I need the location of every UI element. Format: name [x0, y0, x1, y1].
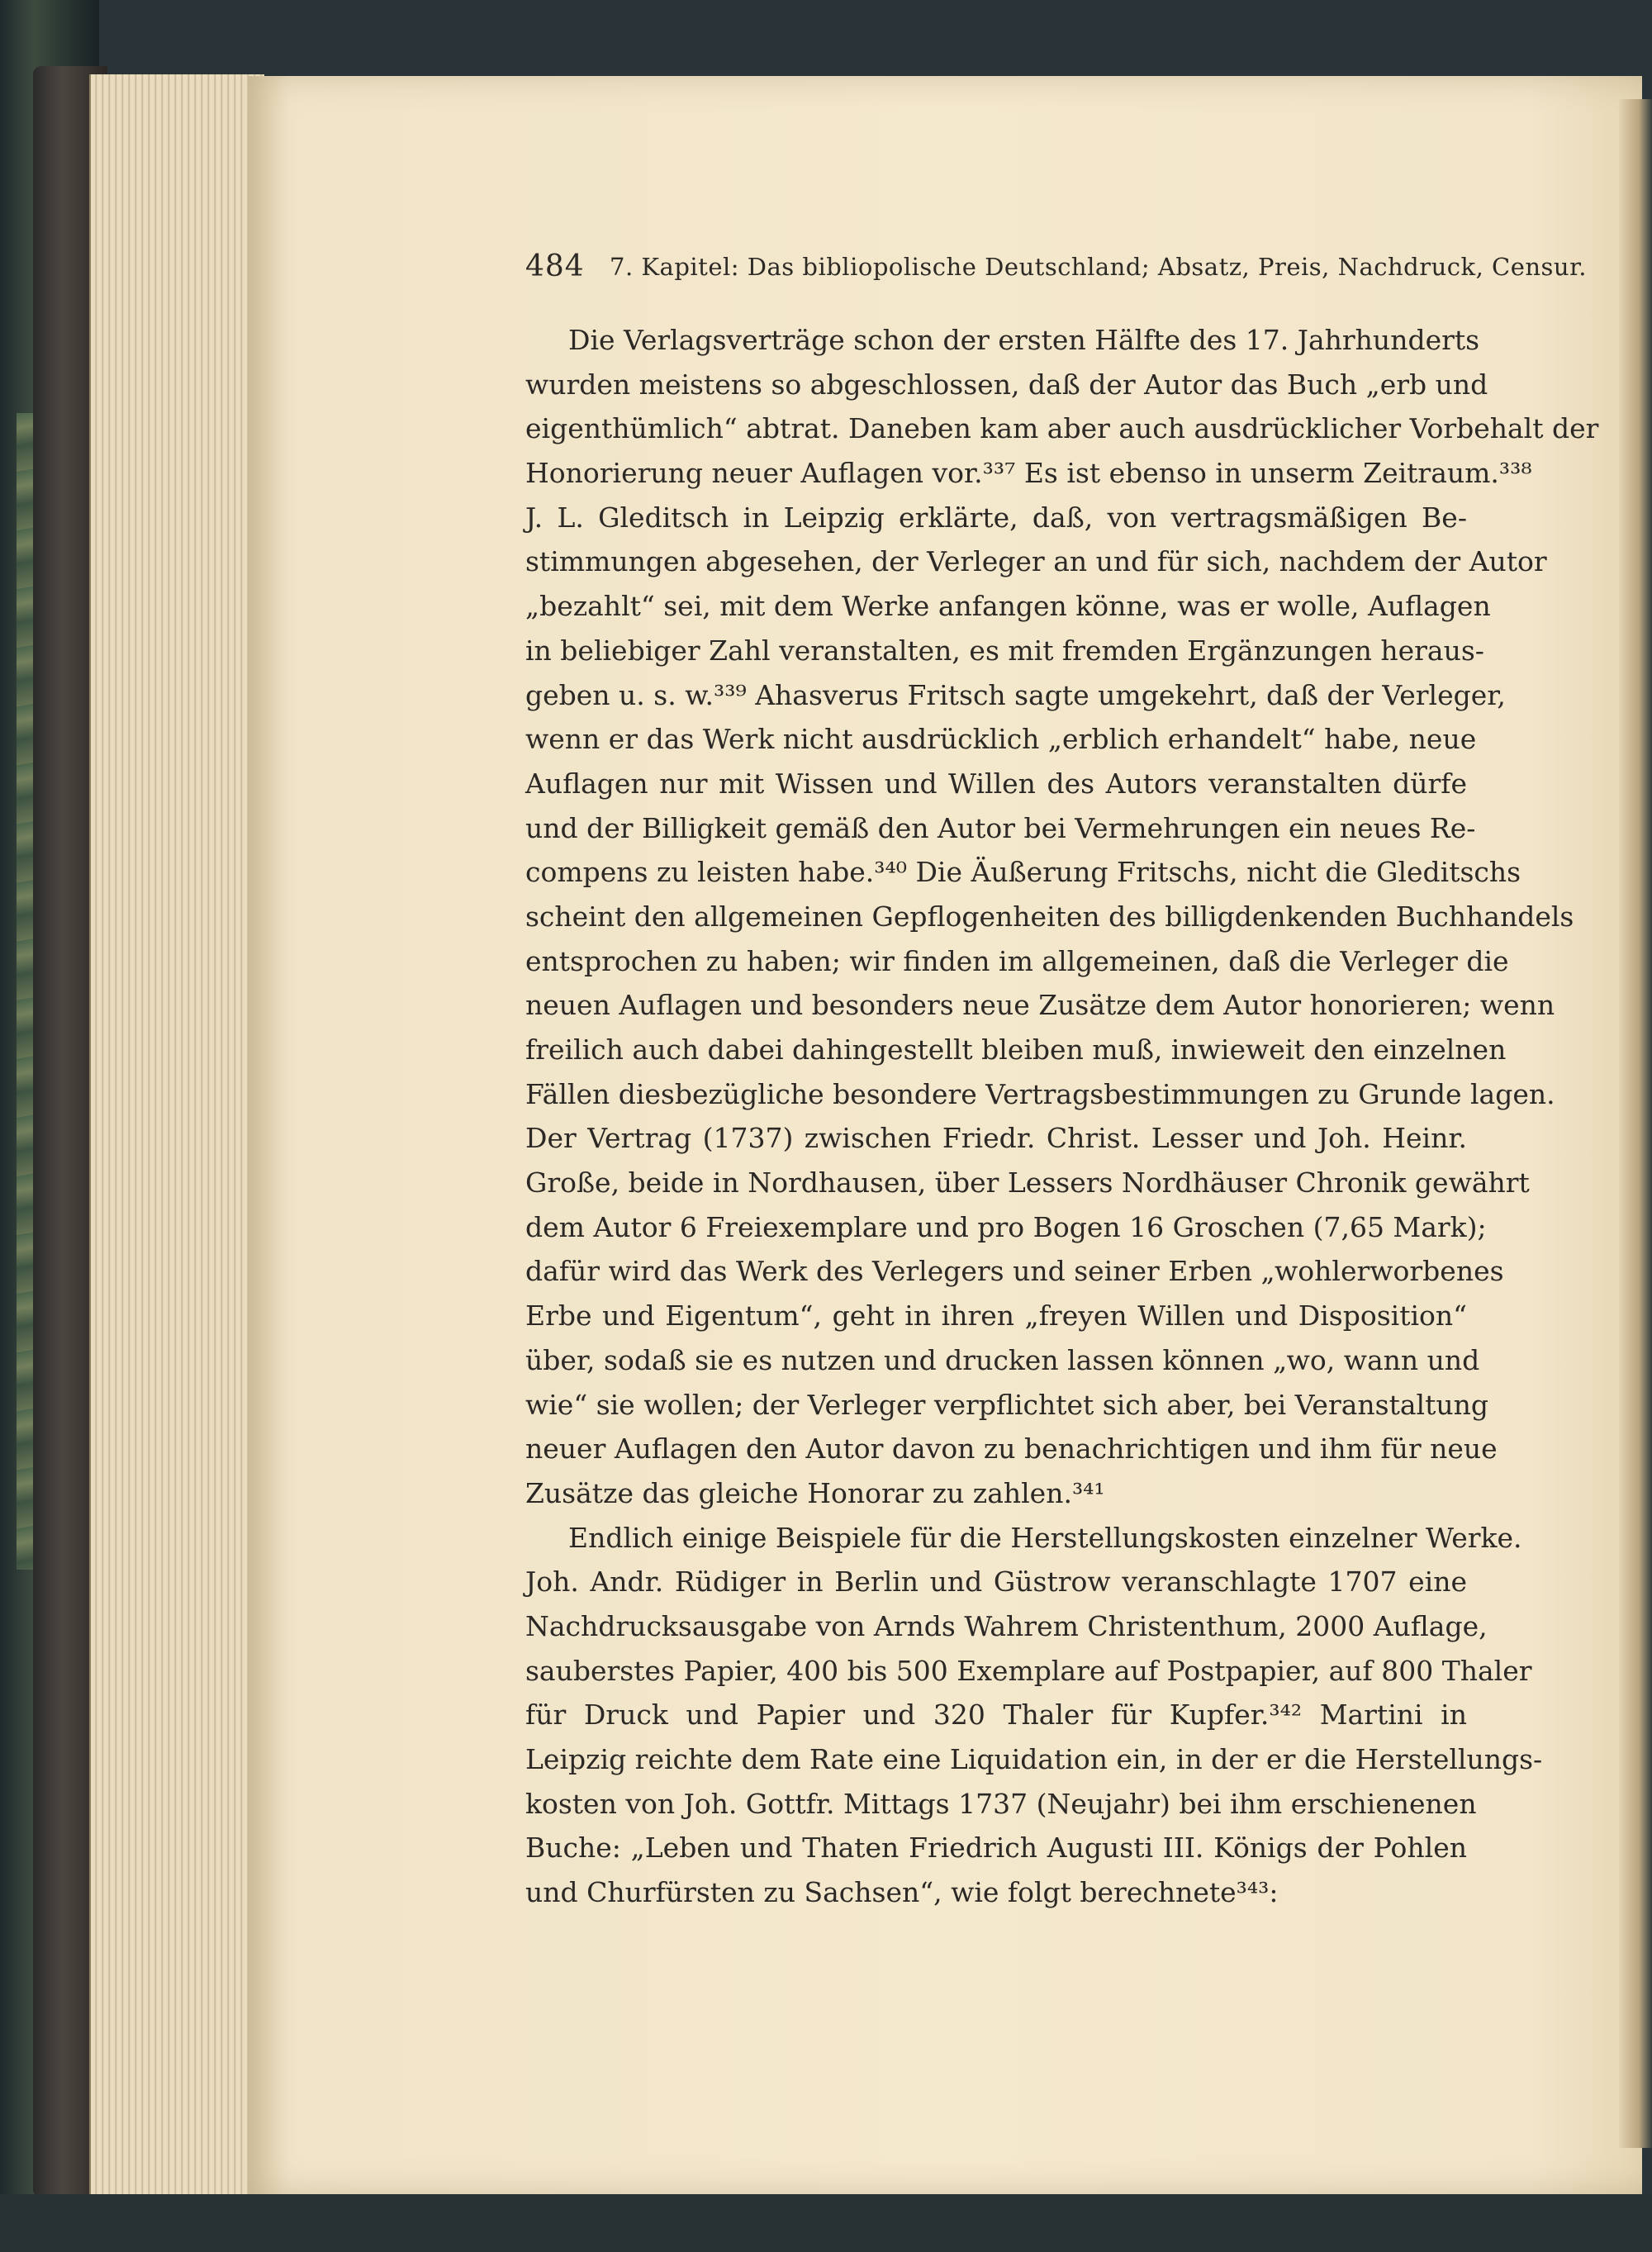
text-line: Leipzig reichte dem Rate eine Liquidation ein, in der er die Herstellungs- [525, 1743, 1543, 1775]
text-line: Joh. Andr. Rüdiger in Berlin und Güstrow veranschlagte 1707 eine [525, 1565, 1467, 1599]
text-line: wurden meistens so abgeschlossen, daß der Autor das Buch „erb und [525, 368, 1488, 401]
text-line: kosten von Joh. Gottfr. Mittags 1737 (Neujahr) bei ihm erschienenen [525, 1787, 1477, 1820]
text-line: Der Vertrag (1737) zwischen Friedr. Christ. Lesser und Joh. Heinr. [525, 1122, 1467, 1155]
page-number: 484 [525, 249, 585, 283]
text-line: wie“ sie wollen; der Verleger verpflichtet sich aber, bei Veranstaltung [525, 1388, 1488, 1421]
text-line: und der Billigkeit gemäß den Autor bei Vermehrungen ein neues Re- [525, 811, 1476, 844]
text-line: scheint den allgemeinen Gepflogenheiten des billigdenkenden Buchhandels [525, 900, 1574, 933]
text-line: dem Autor 6 Freiexemplare und pro Bogen 16 Groschen (7,65 Mark); [525, 1210, 1487, 1243]
text-line: Große, beide in Nordhausen, über Lessers Nordhäuser Chronik gewährt [525, 1166, 1530, 1200]
text-line: sauberstes Papier, 400 bis 500 Exemplare auf Postpapier, auf 800 Thaler [525, 1654, 1532, 1687]
text-line: neuen Auflagen und besonders neue Zusätze dem Autor honorieren; wenn [525, 989, 1555, 1022]
text-line: und Churfürsten zu Sachsen“, wie folgt berechnete³⁴³: [525, 1876, 1279, 1909]
page-right-edge [1619, 99, 1652, 2148]
text-line: Endlich einige Beispiele für die Herstellungskosten einzelner Werke. [568, 1521, 1522, 1554]
text-line: in beliebiger Zahl veranstalten, es mit fremden Ergänzungen heraus- [525, 634, 1484, 667]
text-line: Honorierung neuer Auflagen vor.³³⁷ Es ist ebenso in unserm Zeitraum.³³⁸ [525, 457, 1532, 490]
text-line: Auflagen nur mit Wissen und Willen des Autors veranstalten dürfe [525, 767, 1467, 800]
running-head [525, 248, 1588, 297]
text-line: dafür wird das Werk des Verlegers und seiner Erben „wohlerworbenes [525, 1255, 1504, 1288]
body-text [525, 318, 1599, 1915]
text-line: eigenthümlich“ abtrat. Daneben kam aber auch ausdrücklicher Vorbehalt der [525, 412, 1599, 445]
text-line: geben u. s. w.³³⁹ Ahasverus Fritsch sagte umgekehrt, daß der Verleger, [525, 678, 1506, 711]
text-line: freilich auch dabei dahingestellt bleiben muß, inwieweit den einzelnen [525, 1033, 1507, 1066]
text-line: J. L. Gleditsch in Leipzig erklärte, daß, von vertragsmäßigen Be- [525, 501, 1467, 534]
text-line: Die Verlagsverträge schon der ersten Hälfte des 17. Jahrhunderts [568, 324, 1480, 356]
text-line: Erbe und Eigentum“, geht in ihren „freyen Willen und Disposition“ [525, 1299, 1467, 1333]
text-line: für Druck und Papier und 320 Thaler für Kupfer.³⁴² Martini in [525, 1699, 1467, 1732]
text-line: neuer Auflagen den Autor davon zu benachrichtigen und ihm für neue [525, 1432, 1498, 1466]
text-line: Nachdrucksausgabe von Arnds Wahrem Christenthum, 2000 Auflage, [525, 1609, 1488, 1642]
page-edges [89, 74, 264, 2197]
text-line: wenn er das Werk nicht ausdrücklich „erblich erhandelt“ habe, neue [525, 723, 1477, 756]
text-line: entsprochen zu haben; wir finden im allgemeinen, daß die Verleger die [525, 944, 1509, 977]
text-line: Fällen diesbezügliche besondere Vertragsbestimmungen zu Grunde lagen. [525, 1077, 1555, 1110]
text-line: stimmungen abgesehen, der Verleger an und für sich, nachdem der Autor [525, 545, 1547, 578]
chapter-running-title: 7. Kapitel: Das bibliopolische Deutschland; Absatz, Preis, Nachdruck, Censur. [610, 253, 1588, 281]
text-line: Buche: „Leben und Thaten Friedrich Augusti III. Königs der Pohlen [525, 1832, 1467, 1865]
text-line: compens zu leisten habe.³⁴⁰ Die Äußerung Fritschs, nicht die Gleditschs [525, 856, 1521, 889]
scan-background-bottom [0, 2194, 1652, 2252]
text-line: „bezahlt“ sei, mit dem Werke anfangen könne, was er wolle, Auflagen [525, 590, 1491, 623]
text-line: über, sodaß sie es nutzen und drucken lassen können „wo, wann und [525, 1343, 1480, 1376]
text-line: Zusätze das gleiche Honorar zu zahlen.³⁴¹ [525, 1476, 1105, 1509]
